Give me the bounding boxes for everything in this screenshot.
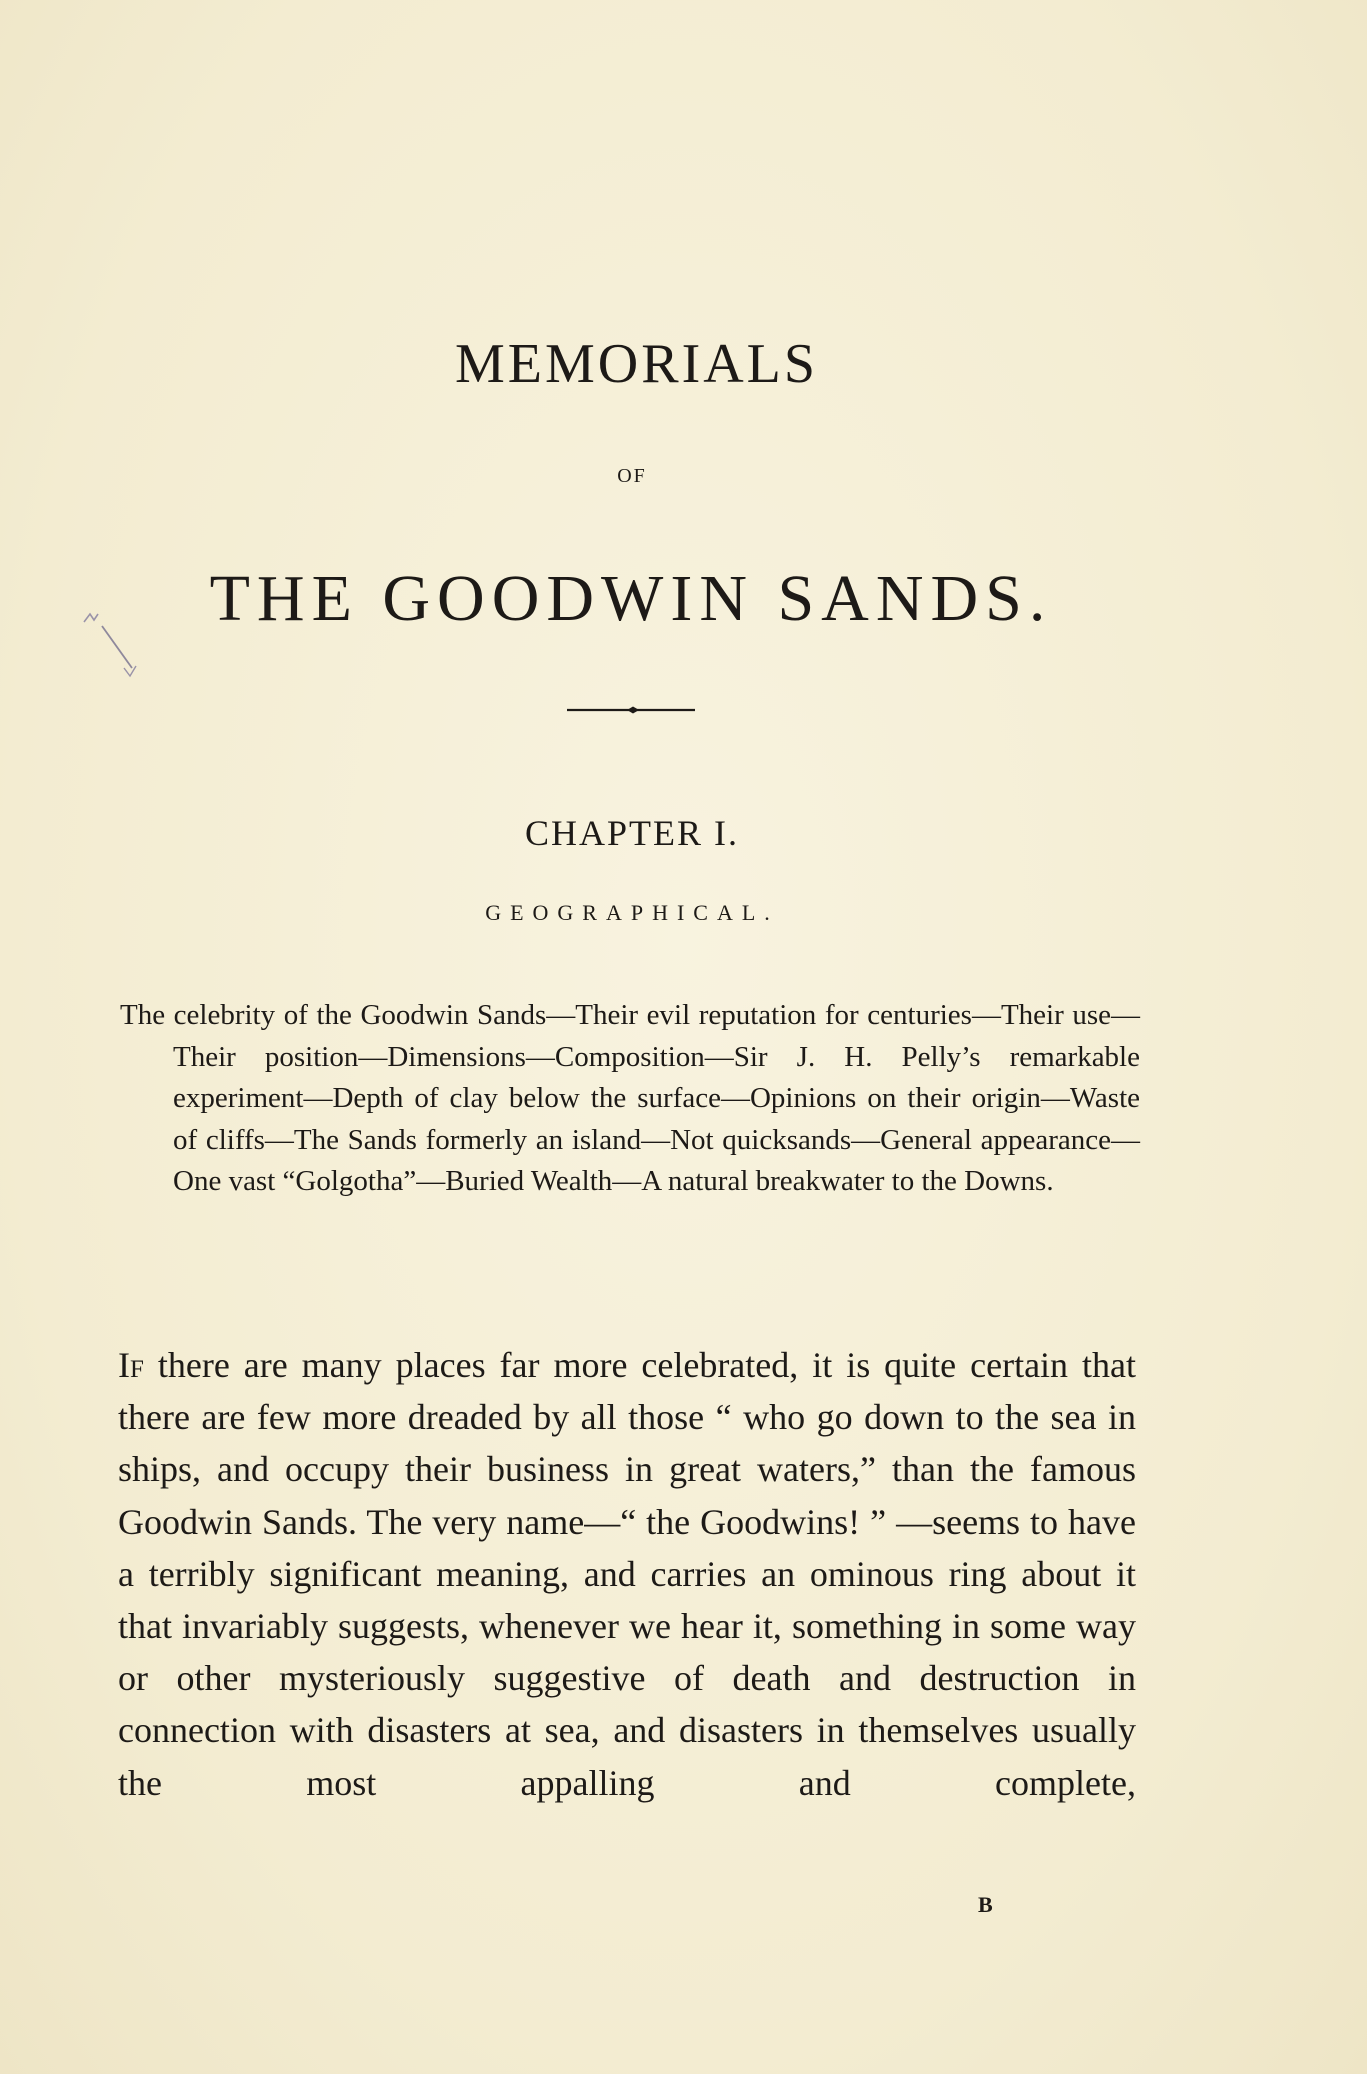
body-text: there are many places far more celebrated, it is quite certain that there are few more dreaded by all those “ who go down to the sea in ships, and occupy their business in great waters,” than the famous Goodwin Sands. The very name—“ the Goodwins! ” —seems to have a terribly significant meaning, and carries an ominous ring about it that invariably suggests, whenever we hear it, something in some way or other mysteriously suggestive of death and destruction in connection with disasters at sea, and disasters in themselves usually the most appalling and complete, — [118, 1345, 1136, 1803]
chapter-synopsis: The celebrity of the Goodwin Sands—Their evil reputation for centuries—Their use—Their position—Dimensions—Composition—Sir J. H. Pelly’s remarkable experiment—Depth of clay below the surface—Opinions on their origin—Waste of cliffs—The Sands formerly an island—Not quicksands—General appearance—One vast “Golgotha”—Buried Wealth—A natural breakwater to the Downs. — [120, 999, 1140, 1197]
title-memorials: MEMORIALS — [454, 333, 819, 395]
chapter-heading: CHAPTER I. — [524, 813, 739, 853]
body-paragraph — [118, 1339, 1136, 1809]
title-of: OF — [617, 465, 647, 487]
ornamental-rule — [567, 705, 695, 715]
signature-mark: B — [978, 1892, 994, 1917]
body-lead-word: If — [118, 1345, 144, 1385]
chapter-subtitle: GEOGRAPHICAL. — [485, 900, 779, 925]
title-goodwin-sands: THE GOODWIN SANDS. — [209, 562, 1053, 635]
pencil-annotation-icon — [80, 608, 140, 678]
